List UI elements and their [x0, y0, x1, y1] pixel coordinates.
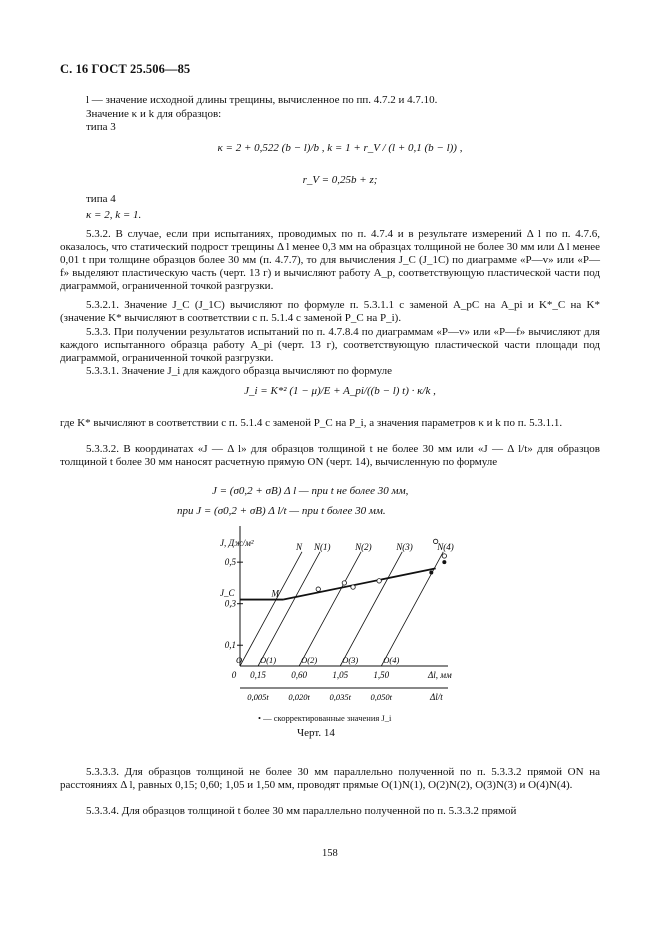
figure-legend: • — скорректированные значения J_i [258, 713, 392, 723]
y-tick-label: 0,1 [224, 640, 236, 651]
page-header: С. 16 ГОСТ 25.506—85 [60, 62, 191, 76]
paragraph-5-3-3-1: 5.3.3.1. Значение J_i для каждого образца вычисляют по формуле [86, 365, 392, 377]
page-number: 158 [322, 848, 338, 859]
x-tick-label: 0,15 [250, 670, 266, 680]
data-point-open [351, 585, 355, 589]
data-point-open [377, 579, 381, 583]
text-line-l-definition: l — значение исходной длины трещины, вычисленное по пп. 4.7.2 и 4.7.10. [86, 94, 438, 106]
formula-kappa-type3: κ = 2 + 0,522 (b − l)/b , k = 1 + r_V / (l + 0,1 (b − l)) , [217, 142, 463, 154]
paragraph-5-3-3: 5.3.3. При получении результатов испытаний по п. 4.7.8.4 по диаграммам «P—v» или «P—f» вычисляют для каждого испытанного образца работу A_pi (черт. 13 г), соответствующую пластической части площади под диаграммой, ограниченной точкой разгрузки. [60, 326, 600, 364]
chart-points [316, 539, 446, 591]
x-tick-label-relative: 0,050t [370, 692, 393, 702]
data-point-corrected [429, 571, 433, 575]
line-label-o: O(3) [342, 655, 359, 665]
figure-caption: Черт. 14 [297, 727, 335, 739]
data-point-open [316, 587, 320, 591]
line-label-o: O [236, 655, 243, 665]
x-tick-label: 0 [231, 670, 237, 680]
x-tick-label: 1,05 [332, 670, 349, 680]
fit-line-label-m: M [271, 588, 279, 599]
line-label-o: O(2) [301, 655, 318, 665]
paragraph-5-3-3-1-where: где K* вычисляют в соответствии с п. 5.1.4 с заменой P_C на P_i, а значения параметров κ и k по п. 5.3.1.1. [60, 417, 563, 429]
x-axis-label-relative: Δl/t [430, 692, 443, 702]
line-label-o: O(1) [260, 655, 277, 665]
fit-line-m [283, 568, 435, 599]
chart-lines [240, 552, 443, 666]
x-tick-label-relative: 0,020t [288, 692, 310, 702]
line-label-n: N(1) [314, 541, 331, 552]
x-tick-label-relative: 0,035t [329, 692, 351, 702]
figure-14-chart [218, 518, 468, 714]
text-line-type3: типа 3 [86, 121, 116, 133]
text-line-type4: типа 4 [86, 193, 116, 205]
y-axis-label: J, Дж/м² [220, 538, 254, 548]
line-label-n: N [296, 541, 303, 552]
data-point-open [342, 581, 346, 585]
line-o2n2 [299, 552, 361, 666]
line-o3n3 [340, 552, 402, 666]
jc-label: J_C [220, 588, 235, 598]
formula-kappa-type4: κ = 2, k = 1. [86, 209, 142, 221]
chart-labels [220, 538, 454, 702]
paragraph-5-3-2: 5.3.2. В случае, если при испытаниях, проводимых по п. 4.7.4 и в результате измерений Δ l по п. 4.7.6, оказалось, что статический подрост трещины Δ l менее 0,3 мм на образцах толщиной не более 30 мм или Δ l менее 0,01 t при толщине образцов более 30 мм (п. 4.7.7), то для вычисления J_C (J_1C) по диаграмме «P—v» или «P—f» выделяют пластическую часть (черт. 13 г) и вычисляют работу A_p, соответствующую пластической части под диаграммой, ограниченной точкой разгрузки. [60, 228, 600, 292]
data-point-open [442, 554, 446, 558]
line-on [240, 552, 302, 666]
text-line-kappa-intro: Значение κ и k для образцов: [86, 108, 222, 120]
paragraph-5-3-3-4: 5.3.3.4. Для образцов толщиной t более 30 мм параллельно полученной по п. 5.3.3.2 прямой [86, 805, 517, 817]
line-label-n: N(4) [437, 541, 454, 552]
line-label-o: O(4) [383, 655, 400, 665]
x-tick-label: 0,60 [291, 670, 308, 680]
paragraph-5-3-2-1: 5.3.2.1. Значение J_C (J_1C) вычисляют по формуле п. 5.3.1.1 с заменой A_pC на A_pi и K*_C на K* (значение K* вычисляют в соответствии с п. 5.1.4 с заменой P_C на P_i). [60, 299, 600, 324]
x-axis-label: Δl, мм [428, 670, 452, 680]
line-label-n: N(3) [396, 541, 413, 552]
paragraph-5-3-3-3: 5.3.3.3. Для образцов толщиной не более 30 мм параллельно полученной по п. 5.3.3.2 прямой ON на расстояниях Δ l, равных 0,15; 0,60; 1,05 и 1,50 мм, проводят прямые O(1)N(1), O(2)N(2), O(3)N(3) и O(4)N(4). [60, 766, 600, 791]
formula-j-thin: J = (σ0,2 + σB) Δ l — при t не более 30 мм, [212, 485, 409, 497]
formula-rv: r_V = 0,25b + z; [302, 174, 378, 186]
y-tick-label: 0,5 [224, 557, 236, 568]
paragraph-5-3-3-2: 5.3.3.2. В координатах «J — Δ l» для образцов толщиной t не более 30 мм или «J — Δ l/t» для образцов толщиной t более 30 мм наносят расчетную прямую ON (черт. 14), вычисленную по формуле [60, 443, 600, 468]
data-point-corrected [442, 560, 446, 564]
formula-ji: J_i = K*² (1 − μ)/E + A_pi/((b − l) t) · κ/k , [244, 385, 436, 397]
line-o1n1 [258, 552, 320, 666]
y-tick-label: 0,3 [224, 598, 236, 609]
x-tick-label: 1,50 [373, 670, 390, 680]
line-label-n: N(2) [355, 541, 372, 552]
x-tick-label-relative: 0,005t [247, 692, 269, 702]
formula-j-thick: при J = (σ0,2 + σB) Δ l/t — при t более 30 мм. [177, 505, 386, 517]
